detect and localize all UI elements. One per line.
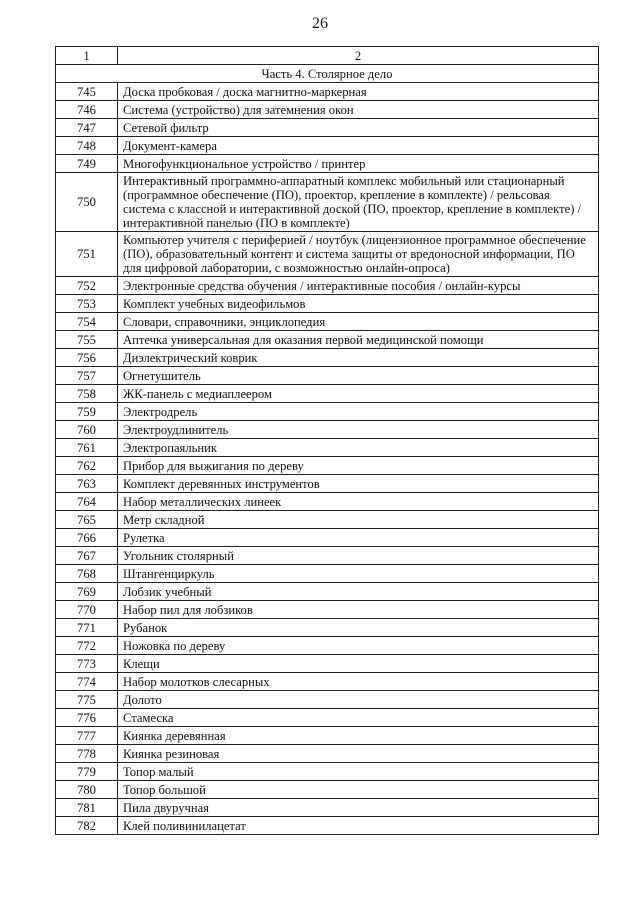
row-number: 747 (56, 119, 118, 137)
equipment-table (55, 46, 599, 835)
table-row (56, 601, 599, 619)
table-row (56, 421, 599, 439)
table-body (56, 47, 599, 835)
section-title: Часть 4. Столярное дело (56, 65, 599, 83)
row-item-name: Набор металлических линеек (118, 493, 599, 511)
row-number: 771 (56, 619, 118, 637)
row-number: 762 (56, 457, 118, 475)
row-item-name: Электродрель (118, 403, 599, 421)
row-number: 775 (56, 691, 118, 709)
row-number: 751 (56, 232, 118, 277)
row-number: 759 (56, 403, 118, 421)
row-number: 773 (56, 655, 118, 673)
row-item-name: Электроудлинитель (118, 421, 599, 439)
row-number: 755 (56, 331, 118, 349)
row-number: 752 (56, 277, 118, 295)
table-row (56, 583, 599, 601)
row-item-name: Киянка деревянная (118, 727, 599, 745)
table-header-row (56, 47, 599, 65)
row-item-name: Сетевой фильтр (118, 119, 599, 137)
row-item-name: Компьютер учителя с периферией / ноутбук (лицензионное программное обеспечение (ПО), образовательный контент и система защиты от вредоносной информации, ПО для цифровой лаборатории, с возможностью онлайн-опроса) (118, 232, 599, 277)
row-number: 781 (56, 799, 118, 817)
row-number: 770 (56, 601, 118, 619)
row-item-name: Словари, справочники, энциклопедия (118, 313, 599, 331)
row-number: 750 (56, 173, 118, 232)
row-item-name: Диэлектрический коврик (118, 349, 599, 367)
table-row (56, 745, 599, 763)
table-row (56, 155, 599, 173)
table-row (56, 119, 599, 137)
row-number: 780 (56, 781, 118, 799)
table-row (56, 637, 599, 655)
row-item-name: Набор молотков слесарных (118, 673, 599, 691)
table-row (56, 691, 599, 709)
row-number: 763 (56, 475, 118, 493)
table-row (56, 817, 599, 835)
row-item-name: Документ-камера (118, 137, 599, 155)
header-col-1: 1 (56, 47, 118, 65)
page-number: 26 (312, 15, 328, 32)
row-number: 748 (56, 137, 118, 155)
row-number: 769 (56, 583, 118, 601)
row-item-name: Электронные средства обучения / интерактивные пособия / онлайн-курсы (118, 277, 599, 295)
row-item-name: Огнетушитель (118, 367, 599, 385)
table-row (56, 367, 599, 385)
row-item-name: Многофункциональное устройство / принтер (118, 155, 599, 173)
row-number: 760 (56, 421, 118, 439)
row-item-name: Топор большой (118, 781, 599, 799)
table-row (56, 403, 599, 421)
row-number: 754 (56, 313, 118, 331)
table-row (56, 232, 599, 277)
row-number: 779 (56, 763, 118, 781)
table-row (56, 101, 599, 119)
table-row (56, 619, 599, 637)
row-number: 772 (56, 637, 118, 655)
row-item-name: Клей поливинилацетат (118, 817, 599, 835)
row-item-name: Метр складной (118, 511, 599, 529)
table-row (56, 385, 599, 403)
table-row (56, 313, 599, 331)
row-item-name: Интерактивный программно-аппаратный комплекс мобильный или стационарный (программное обеспечение (ПО), проектор, крепление в комплекте) / рельсовая система с классной и интерактивной доской (ПО, проектор, крепление в комплекте) / интерактивной панелью (ПО в комплекте) (118, 173, 599, 232)
table-row (56, 475, 599, 493)
row-item-name: Доска пробковая / доска магнитно-маркерная (118, 83, 599, 101)
row-item-name: Аптечка универсальная для оказания первой медицинской помощи (118, 331, 599, 349)
row-item-name: Лобзик учебный (118, 583, 599, 601)
row-number: 753 (56, 295, 118, 313)
table-row (56, 137, 599, 155)
table-row (56, 295, 599, 313)
table-row (56, 529, 599, 547)
row-item-name: Пила двуручная (118, 799, 599, 817)
row-item-name: Клещи (118, 655, 599, 673)
row-number: 756 (56, 349, 118, 367)
row-item-name: Долото (118, 691, 599, 709)
table-row (56, 763, 599, 781)
table-row (56, 511, 599, 529)
row-number: 766 (56, 529, 118, 547)
row-item-name: Топор малый (118, 763, 599, 781)
row-item-name: Система (устройство) для затемнения окон (118, 101, 599, 119)
row-number: 745 (56, 83, 118, 101)
table-row (56, 173, 599, 232)
row-number: 782 (56, 817, 118, 835)
row-number: 767 (56, 547, 118, 565)
row-item-name: Киянка резиновая (118, 745, 599, 763)
table-row (56, 655, 599, 673)
row-item-name: Комплект деревянных инструментов (118, 475, 599, 493)
row-number: 749 (56, 155, 118, 173)
row-number: 765 (56, 511, 118, 529)
table-row (56, 331, 599, 349)
row-number: 757 (56, 367, 118, 385)
row-item-name: Рулетка (118, 529, 599, 547)
row-number: 761 (56, 439, 118, 457)
row-number: 778 (56, 745, 118, 763)
row-item-name: Электропаяльник (118, 439, 599, 457)
table-row (56, 727, 599, 745)
row-item-name: Прибор для выжигания по дереву (118, 457, 599, 475)
row-item-name: Ножовка по дереву (118, 637, 599, 655)
table-row (56, 709, 599, 727)
table-row (56, 83, 599, 101)
table-row (56, 277, 599, 295)
row-number: 746 (56, 101, 118, 119)
row-number: 774 (56, 673, 118, 691)
row-number: 777 (56, 727, 118, 745)
row-item-name: Рубанок (118, 619, 599, 637)
table-row (56, 439, 599, 457)
table-row (56, 565, 599, 583)
row-item-name: Стамеска (118, 709, 599, 727)
table-row (56, 781, 599, 799)
row-item-name: Набор пил для лобзиков (118, 601, 599, 619)
table-row (56, 673, 599, 691)
table-row (56, 799, 599, 817)
row-number: 776 (56, 709, 118, 727)
row-number: 764 (56, 493, 118, 511)
table-row (56, 349, 599, 367)
row-item-name: Штангенциркуль (118, 565, 599, 583)
table-row (56, 457, 599, 475)
row-number: 768 (56, 565, 118, 583)
header-col-2: 2 (118, 47, 599, 65)
table-row (56, 493, 599, 511)
row-number: 758 (56, 385, 118, 403)
table-row (56, 547, 599, 565)
row-item-name: ЖК-панель с медиаплеером (118, 385, 599, 403)
section-row (56, 65, 599, 83)
row-item-name: Угольник столярный (118, 547, 599, 565)
row-item-name: Комплект учебных видеофильмов (118, 295, 599, 313)
